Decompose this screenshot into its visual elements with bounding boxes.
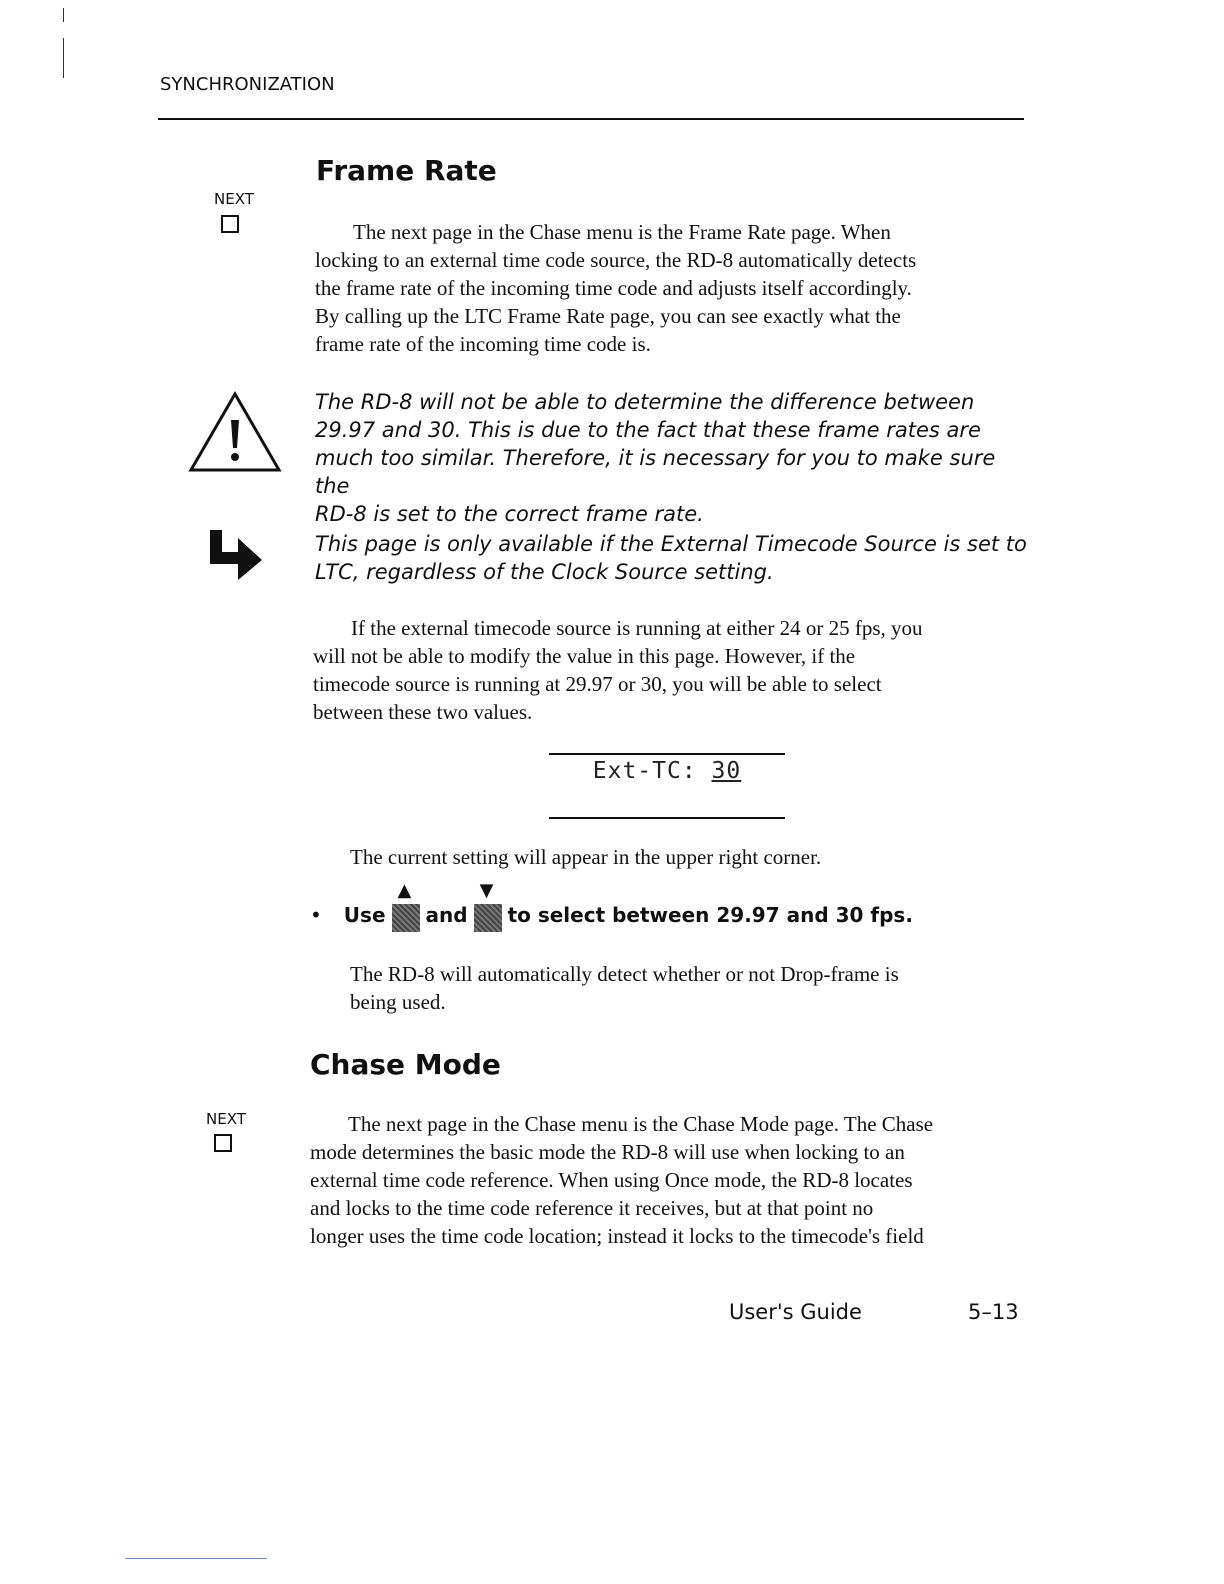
text-line: much too similar. Therefore, it is necessary for you to make sure the (315, 446, 996, 498)
text-line: locking to an external time code source, the RD-8 automatically detects (315, 248, 917, 272)
instruction-rest: to select between 29.97 and 30 fps. (507, 903, 913, 927)
text-line: The next page in the Chase menu is the Chase Mode page. The Chase (348, 1112, 934, 1136)
text-line: mode determines the basic mode the RD-8 will use when locking to an (310, 1140, 905, 1164)
margin-mark (63, 8, 64, 22)
triangle-down-icon: ▼ (479, 880, 494, 901)
instruction-line (310, 880, 913, 932)
frame-rate-heading: Frame Rate (316, 154, 497, 187)
dropframe-text (350, 960, 1030, 1016)
text-line: will not be able to modify the value in this page. However, if the (313, 644, 856, 668)
text-line: LTC, regardless of the Clock Source setting. (315, 560, 774, 584)
text-line: By calling up the LTC Frame Rate page, you can see exactly what the (315, 304, 901, 328)
text-line: This page is only available if the External Timecode Source is set to (315, 532, 1027, 556)
text-line: The RD-8 will not be able to determine the difference between (315, 390, 975, 414)
text-line: If the external timecode source is running at either 24 or 25 fps, you (351, 616, 923, 640)
header-divider (158, 118, 1024, 120)
text-line: and locks to the time code reference it receives, but at that point no (310, 1196, 874, 1220)
down-key-icon (474, 880, 502, 932)
text-line: RD-8 is set to the correct frame rate. (315, 502, 704, 526)
warning-text (315, 388, 1035, 528)
text-line: external time code reference. When using Once mode, the RD-8 locates (310, 1168, 913, 1192)
triangle-up-icon: ▲ (397, 880, 412, 901)
display-label: Ext-TC: (592, 758, 712, 784)
next-label: NEXT (214, 190, 254, 208)
page-number: 5–13 (968, 1300, 1019, 1324)
display-top-border (549, 753, 785, 755)
bullet: • (310, 903, 322, 927)
chase-mode-body (310, 1110, 1030, 1250)
next-label: NEXT (206, 1110, 246, 1128)
chase-mode-heading: Chase Mode (310, 1048, 501, 1081)
section-title: SYNCHRONIZATION (160, 74, 335, 95)
frame-rate-body (315, 218, 1015, 358)
frame-rate-body-2 (313, 614, 1013, 726)
display-value: 30 (711, 758, 742, 784)
text-line: The next page in the Chase menu is the Frame Rate page. When (353, 220, 891, 244)
text-line: timecode source is running at 29.97 or 30, you will be able to select (313, 672, 882, 696)
text-line: being used. (350, 990, 446, 1014)
display-bottom-border (549, 817, 785, 819)
footer-guide: User's Guide (729, 1300, 862, 1324)
instruction-use: Use (343, 903, 386, 927)
margin-mark (63, 38, 64, 78)
text-line: The RD-8 will automatically detect whether or not Drop-frame is (350, 962, 899, 986)
warning-icon (187, 390, 283, 474)
text-line: 29.97 and 30. This is due to the fact that these frame rates are (315, 418, 981, 442)
lcd-display (549, 758, 785, 784)
text-line: the frame rate of the incoming time code and adjusts itself accordingly. (315, 276, 912, 300)
instruction-and: and (425, 903, 468, 927)
display-caption: The current setting will appear in the upper right corner. (350, 845, 822, 869)
note-arrow-icon (208, 530, 264, 580)
text-line: longer uses the time code location; instead it locks to the timecode's field (310, 1224, 924, 1248)
bottom-rule (125, 1558, 267, 1559)
text-line: frame rate of the incoming time code is. (315, 332, 651, 356)
up-key-icon (392, 880, 420, 932)
note-text (315, 530, 1035, 586)
next-key-icon (221, 215, 239, 233)
text-line: between these two values. (313, 700, 533, 724)
next-key-icon (214, 1134, 232, 1152)
